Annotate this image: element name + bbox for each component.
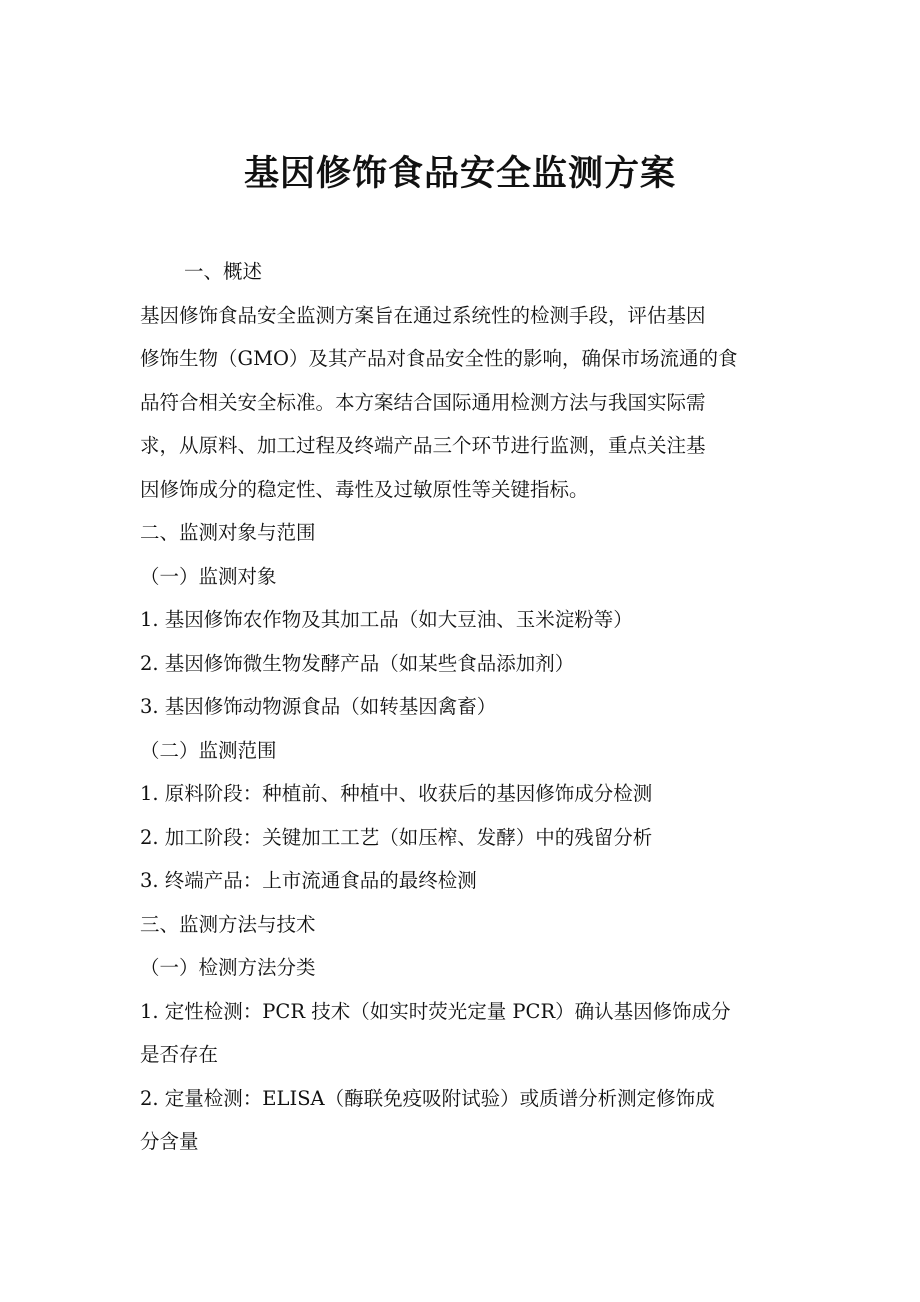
paragraph-line: 修饰生物（GMO）及其产品对食品安全性的影响，确保市场流通的食 [140, 347, 738, 370]
subsection-heading-targets: （一）监测对象 [140, 564, 277, 588]
paragraph-line: 品符合相关安全标准。本方案结合国际通用检测方法与我国实际需 [140, 390, 706, 414]
paragraph-line: 因修饰成分的稳定性、毒性及过敏原性等关键指标。 [140, 477, 589, 501]
list-item: 3. 终端产品：上市流通食品的最终检测 [140, 869, 477, 892]
section-heading-targets-scope: 二、监测对象与范围 [140, 521, 316, 544]
subsection-heading-scope: （二）监测范围 [140, 738, 277, 762]
list-item: 2. 基因修饰微生物发酵产品（如某些食品添加剂） [140, 651, 575, 675]
list-item: 1. 定性检测：PCR 技术（如实时荧光定量 PCR）确认基因修饰成分 [140, 999, 731, 1023]
paragraph-line: 基因修饰食品安全监测方案旨在通过系统性的检测手段，评估基因 [140, 303, 706, 327]
section-heading-overview: 一、概述 [184, 260, 263, 283]
list-item: 1. 原料阶段：种植前、种植中、收获后的基因修饰成分检测 [140, 782, 653, 805]
list-item-continuation: 是否存在 [140, 1043, 219, 1066]
list-item: 3. 基因修饰动物源食品（如转基因禽畜） [140, 695, 497, 718]
paragraph-line: 求，从原料、加工过程及终端产品三个环节进行监测，重点关注基 [140, 434, 706, 457]
subsection-heading-method-types: （一）检测方法分类 [140, 956, 316, 979]
section-heading-methods: 三、监测方法与技术 [140, 912, 316, 936]
document-body [140, 250, 780, 1164]
list-item: 2. 加工阶段：关键加工工艺（如压榨、发酵）中的残留分析 [140, 825, 653, 849]
list-item: 2. 定量检测：ELISA（酶联免疫吸附试验）或质谱分析测定修饰成 [140, 1086, 715, 1110]
list-item-continuation: 分含量 [140, 1130, 199, 1153]
list-item: 1. 基因修饰农作物及其加工品（如大豆油、玉米淀粉等） [140, 608, 633, 631]
page-title: 基因修饰食品安全监测方案 [243, 154, 676, 194]
